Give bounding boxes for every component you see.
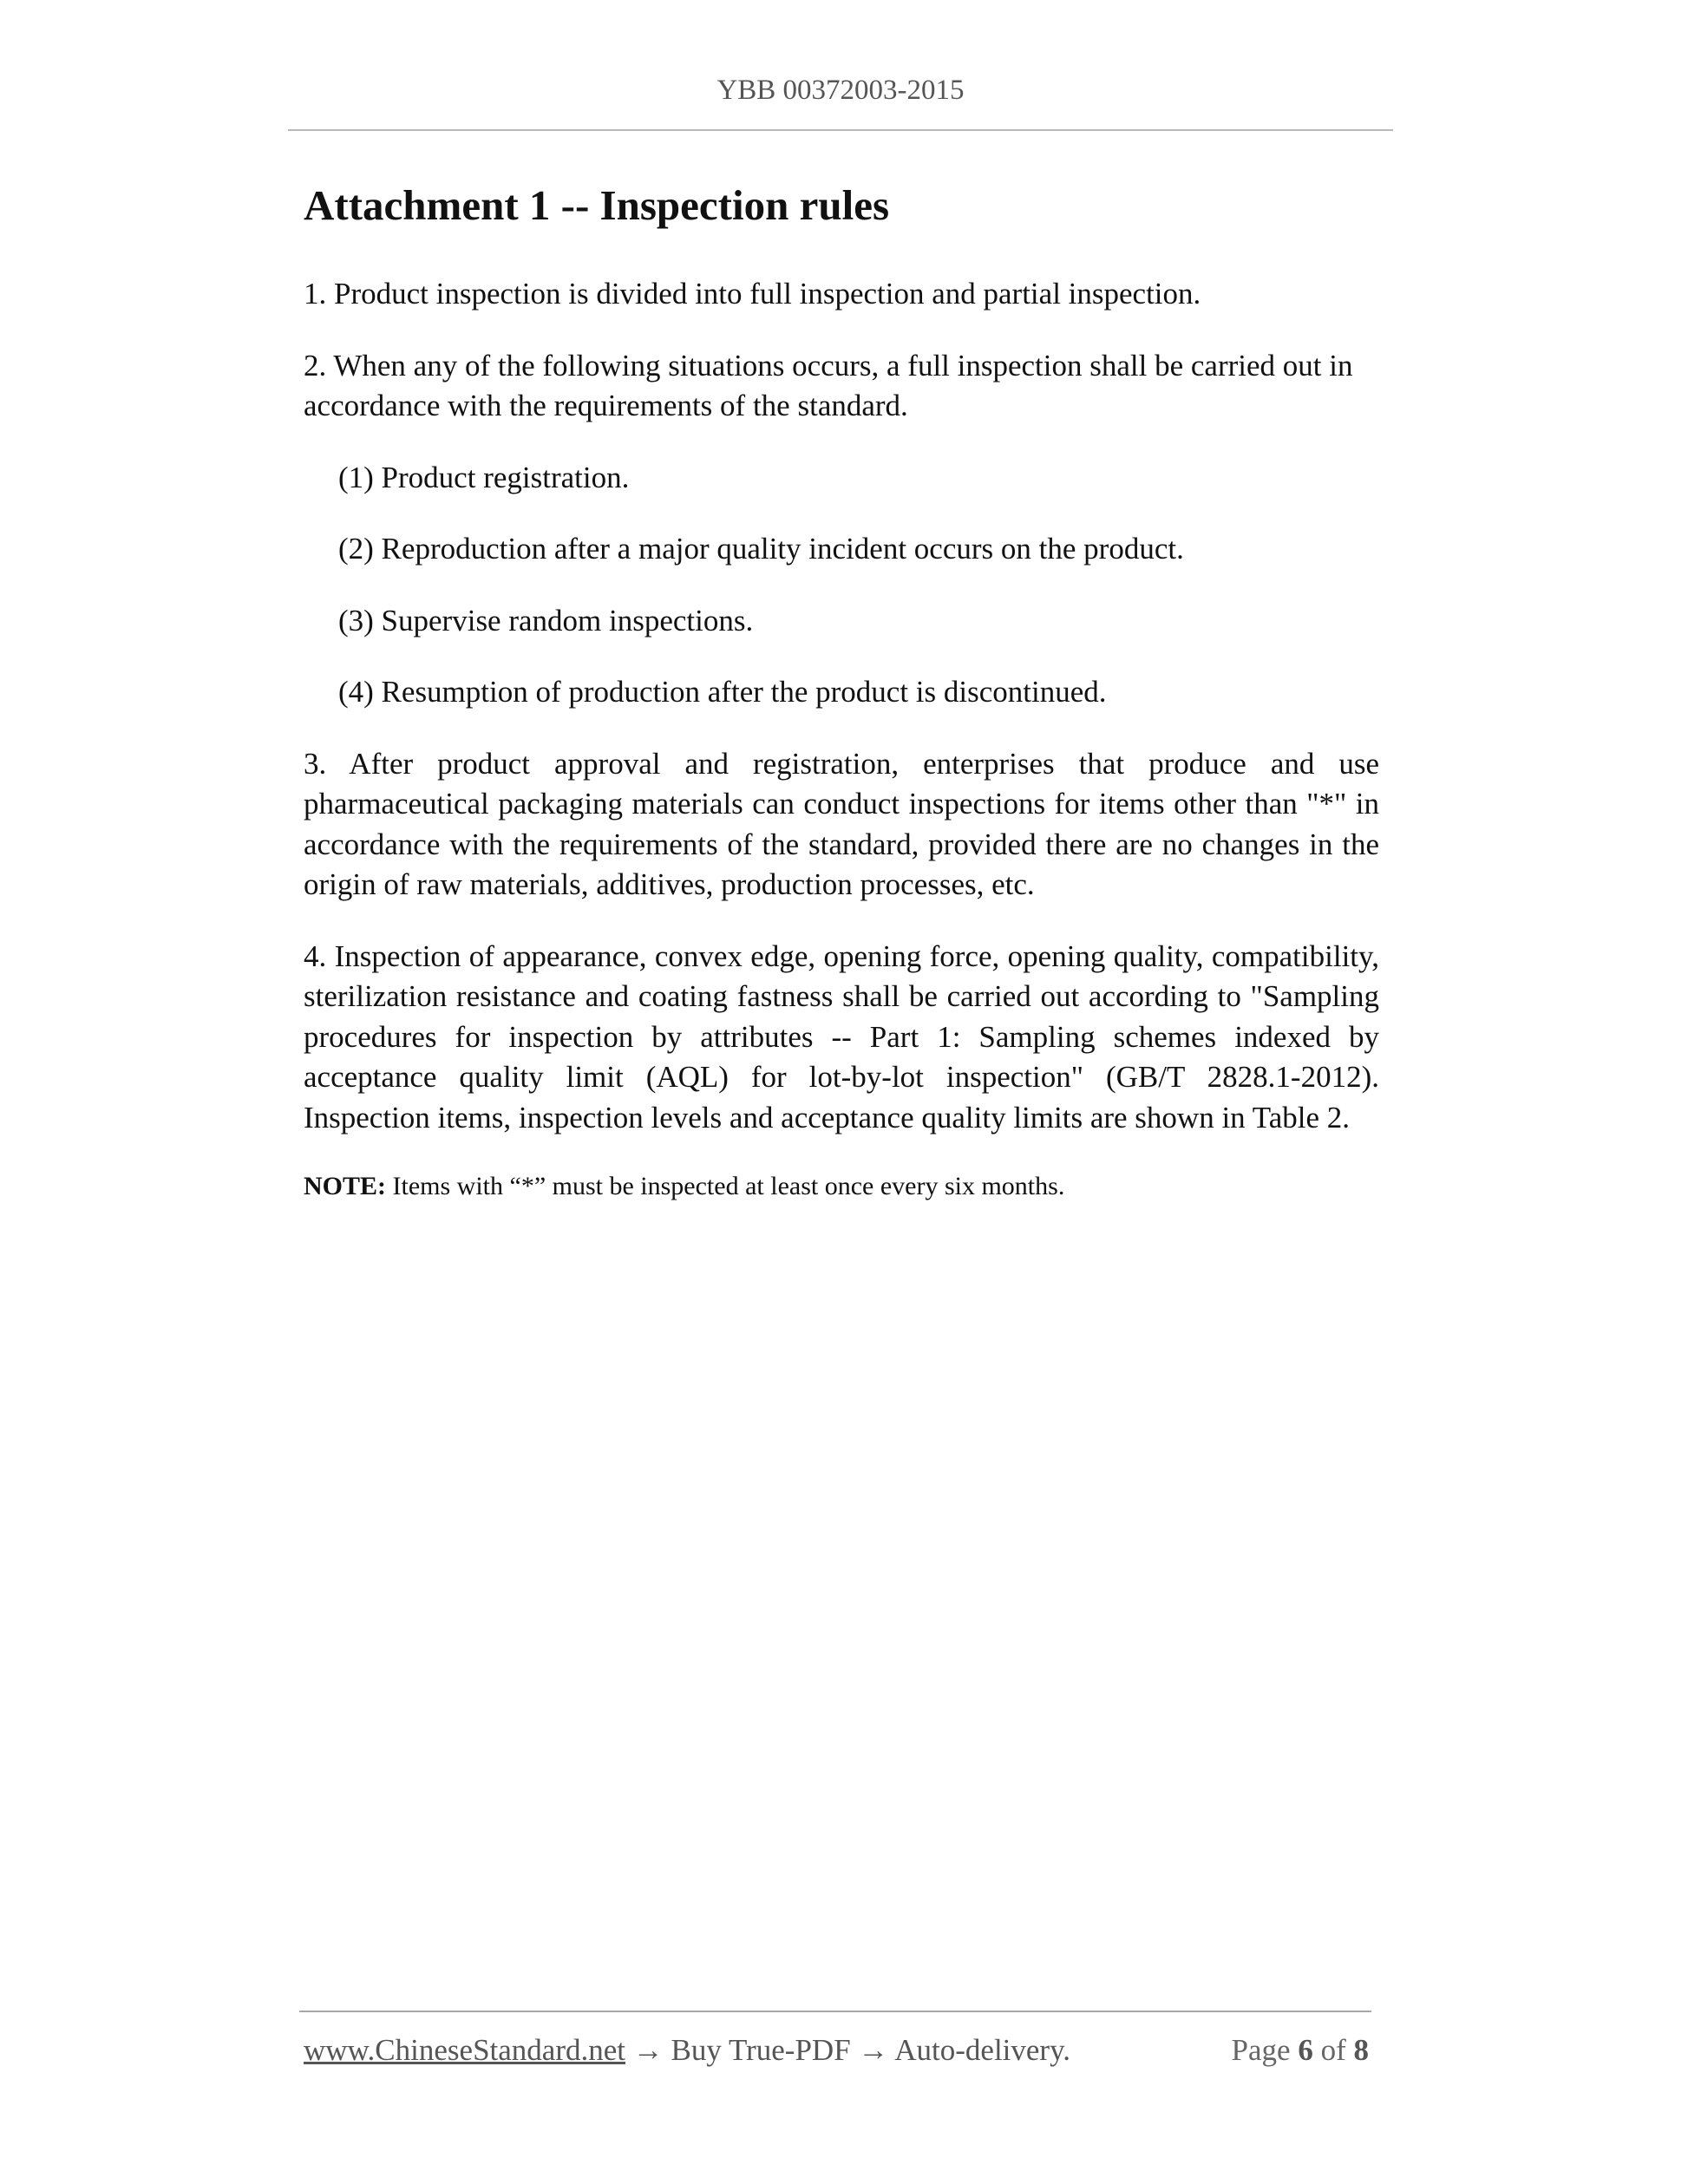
list-item-1: (1) Product registration. [338,460,630,494]
document-header-code: YBB 00372003-2015 [716,75,965,106]
note-label: NOTE: [304,1172,387,1200]
list-item-4: (4) Resumption of production after the product is discontinued. [338,675,1107,709]
site-link[interactable]: www.ChineseStandard.net [304,2033,625,2067]
paragraph-2: 2. When any of the following situations occurs, a full inspection shall be carried out in accordance with the requirements of the standard. [304,348,1353,422]
footer-promo [304,2031,1070,2070]
of-label: of [1320,2033,1346,2067]
page-body [304,177,1379,1230]
page-title: Attachment 1 -- Inspection rules [304,181,890,229]
note [304,1169,1379,1204]
list-item-3: (3) Supervise random inspections. [338,603,754,638]
paragraph-1: 1. Product inspection is divided into full inspection and partial inspection. [304,277,1201,311]
arrow-right-icon: → [858,2033,889,2067]
footer-divider [299,2011,1371,2012]
auto-delivery-text: Auto-delivery. [894,2033,1071,2067]
arrow-right-icon: → [632,2033,664,2067]
header-divider [288,129,1393,131]
paragraph-4: 4. Inspection of appearance, convex edge, opening force, opening quality, compatibility, sterilization resistance and coating fastness shall be carried out according to "Sampling procedures for inspection by attributes -- Part 1: Sampling schemes indexed by acceptance quality limit (AQL) for lot-by-lot inspection" (GB/T 2828.1-2012). Inspection items, inspection levels and acceptance quality limits are shown in Table 2. [304,938,1379,1135]
page-number [1232,2031,1369,2070]
total-pages: 8 [1353,2033,1369,2067]
buy-pdf-text: Buy True-PDF [671,2033,851,2067]
page-label: Page [1231,2033,1291,2067]
note-text: Items with “*” must be inspected at least once every six months. [386,1172,1065,1200]
list-item-2: (2) Reproduction after a major quality incident occurs on the product. [338,532,1184,566]
current-page: 6 [1298,2033,1313,2067]
paragraph-3: 3. After product approval and registration, enterprises that produce and use pharmaceutical packaging materials can conduct inspections for items other than "*" in accordance with the requirements of the standard, provided there are no changes in the origin of raw materials, additives, production processes, etc. [304,746,1379,901]
